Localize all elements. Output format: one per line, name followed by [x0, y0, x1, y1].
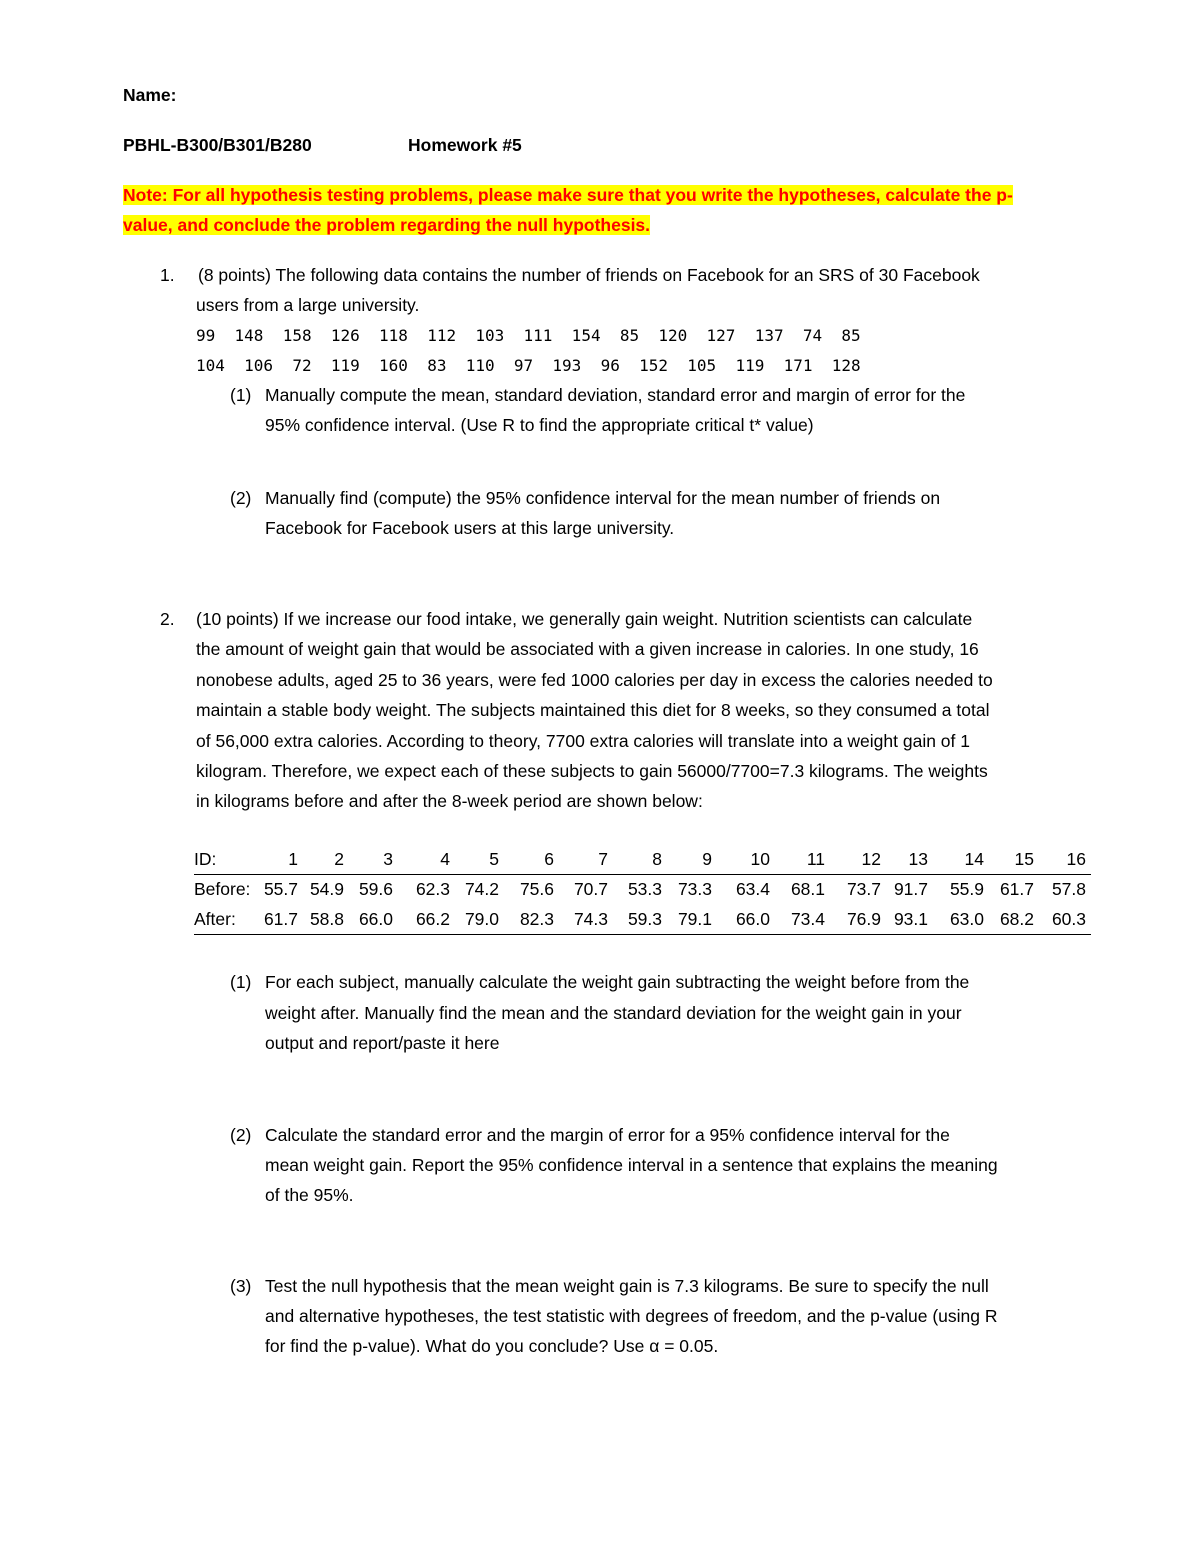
- before-cell: 61.7: [999, 879, 1034, 899]
- after-label: After:: [194, 909, 236, 929]
- q1-number: 1.: [160, 265, 175, 285]
- before-cell: 73.3: [677, 879, 712, 899]
- id-cell: 2: [334, 849, 344, 869]
- q2-line-7: in kilograms before and after the 8-week period are shown below:: [196, 791, 703, 811]
- after-cell: 59.3: [627, 909, 662, 929]
- after-cell: 58.8: [309, 909, 344, 929]
- before-cell: 74.2: [464, 879, 499, 899]
- q1-part1-line-1: Manually compute the mean, standard deviation, standard error and margin of error for the: [265, 385, 966, 405]
- id-cell: 14: [964, 849, 984, 869]
- q1-part2-line-1: Manually find (compute) the 95% confidence interval for the mean number of friends on: [265, 488, 941, 508]
- id-cell: 6: [544, 849, 554, 869]
- before-label: Before:: [194, 879, 251, 899]
- q2-line-5: of 56,000 extra calories. According to theory, 7700 extra calories will translate into a weight gain of 1: [196, 731, 970, 751]
- after-cell: 68.2: [999, 909, 1034, 929]
- after-cell: 66.2: [415, 909, 450, 929]
- before-cell: 62.3: [415, 879, 450, 899]
- after-cell: 93.1: [893, 909, 928, 929]
- course-code: PBHL-B300/B301/B280: [123, 135, 312, 155]
- id-cell: 15: [1014, 849, 1034, 869]
- q1-line-2: users from a large university.: [196, 295, 420, 315]
- after-cell: 63.0: [949, 909, 984, 929]
- note-line-2: value, and conclude the problem regarding the null hypothesis.: [123, 215, 651, 235]
- after-cell: 60.3: [1051, 909, 1086, 929]
- q2-part2-line-1: Calculate the standard error and the margin of error for a 95% confidence interval for the: [265, 1125, 950, 1145]
- q2-part1-line-3: output and report/paste it here: [265, 1033, 500, 1053]
- before-cell: 70.7: [573, 879, 608, 899]
- id-cell: 11: [806, 849, 825, 869]
- table-row-after: [194, 909, 1091, 937]
- before-cell: 54.9: [309, 879, 344, 899]
- q2-part3-line-2: and alternative hypotheses, the test statistic with degrees of freedom, and the p-value (using R: [265, 1306, 998, 1326]
- q1-part2-label: (2): [230, 488, 252, 508]
- q2-part3-line-3: for find the p-value). What do you conclude? Use α = 0.05.: [265, 1336, 719, 1356]
- id-cell: 3: [383, 849, 393, 869]
- before-cell: 55.7: [263, 879, 298, 899]
- id-cell: 16: [1066, 849, 1086, 869]
- id-cell: 8: [652, 849, 662, 869]
- name-label: Name:: [123, 85, 177, 105]
- before-cell: 68.1: [790, 879, 825, 899]
- id-cell: 9: [702, 849, 712, 869]
- note-line-1: Note: For all hypothesis testing problems, please make sure that you write the hypotheses, calculate the p-: [123, 185, 1013, 205]
- before-cell: 73.7: [846, 879, 881, 899]
- id-cell: 7: [598, 849, 608, 869]
- q2-part2-line-3: of the 95%.: [265, 1185, 354, 1205]
- q2-line-4: maintain a stable body weight. The subjects maintained this diet for 8 weeks, so they consumed a total: [196, 700, 990, 720]
- table-row-id: [194, 849, 1091, 877]
- before-cell: 91.7: [893, 879, 928, 899]
- q2-part3-line-1: Test the null hypothesis that the mean weight gain is 7.3 kilograms. Be sure to specify the null: [265, 1276, 989, 1296]
- after-cell: 73.4: [790, 909, 825, 929]
- q1-part1-label: (1): [230, 385, 252, 405]
- id-cell: 10: [750, 849, 770, 869]
- after-cell: 66.0: [358, 909, 393, 929]
- id-cell: 12: [861, 849, 881, 869]
- q1-line-1: (8 points) The following data contains the number of friends on Facebook for an SRS of 30 Facebook: [198, 265, 980, 285]
- before-cell: 59.6: [358, 879, 393, 899]
- homework-title: Homework #5: [408, 135, 522, 155]
- id-cell: 1: [288, 849, 298, 869]
- q2-line-3: nonobese adults, aged 25 to 36 years, were fed 1000 calories per day in excess the calories needed to: [196, 670, 993, 690]
- q2-part3-label: (3): [230, 1276, 252, 1296]
- after-cell: 66.0: [735, 909, 770, 929]
- q2-part1-line-2: weight after. Manually find the mean and the standard deviation for the weight gain in your: [265, 1003, 962, 1023]
- before-cell: 53.3: [627, 879, 662, 899]
- q2-part2-line-2: mean weight gain. Report the 95% confidence interval in a sentence that explains the meaning: [265, 1155, 998, 1175]
- q2-line-6: kilogram. Therefore, we expect each of these subjects to gain 56000/7700=7.3 kilograms. The weights: [196, 761, 988, 781]
- before-cell: 63.4: [735, 879, 770, 899]
- q2-number: 2.: [160, 609, 175, 629]
- q2-part1-line-1: For each subject, manually calculate the weight gain subtracting the weight before from the: [265, 972, 970, 992]
- q1-part2-line-2: Facebook for Facebook users at this large university.: [265, 518, 675, 538]
- q1-part1-line-2: 95% confidence interval. (Use R to find the appropriate critical t* value): [265, 415, 814, 435]
- after-cell: 79.1: [677, 909, 712, 929]
- q2-part1-label: (1): [230, 972, 252, 992]
- before-cell: 75.6: [519, 879, 554, 899]
- after-cell: 61.7: [263, 909, 298, 929]
- after-cell: 82.3: [519, 909, 554, 929]
- q1-data-row-1: 99 148 158 126 118 112 103 111 154 85 120 127 137 74 85: [196, 326, 861, 345]
- q1-data-row-2: 104 106 72 119 160 83 110 97 193 96 152 105 119 171 128: [196, 356, 861, 375]
- id-cell: 4: [440, 849, 450, 869]
- q2-line-1: (10 points) If we increase our food intake, we generally gain weight. Nutrition scientists can calculate: [196, 609, 973, 629]
- id-cell: 13: [908, 849, 928, 869]
- after-cell: 76.9: [846, 909, 881, 929]
- id-label: ID:: [194, 849, 217, 869]
- after-cell: 79.0: [464, 909, 499, 929]
- before-cell: 55.9: [949, 879, 984, 899]
- after-cell: 74.3: [573, 909, 608, 929]
- table-row-before: [194, 879, 1091, 907]
- q2-line-2: the amount of weight gain that would be associated with a given increase in calories. In one study, 16: [196, 639, 979, 659]
- id-cell: 5: [489, 849, 499, 869]
- before-cell: 57.8: [1051, 879, 1086, 899]
- q2-part2-label: (2): [230, 1125, 252, 1145]
